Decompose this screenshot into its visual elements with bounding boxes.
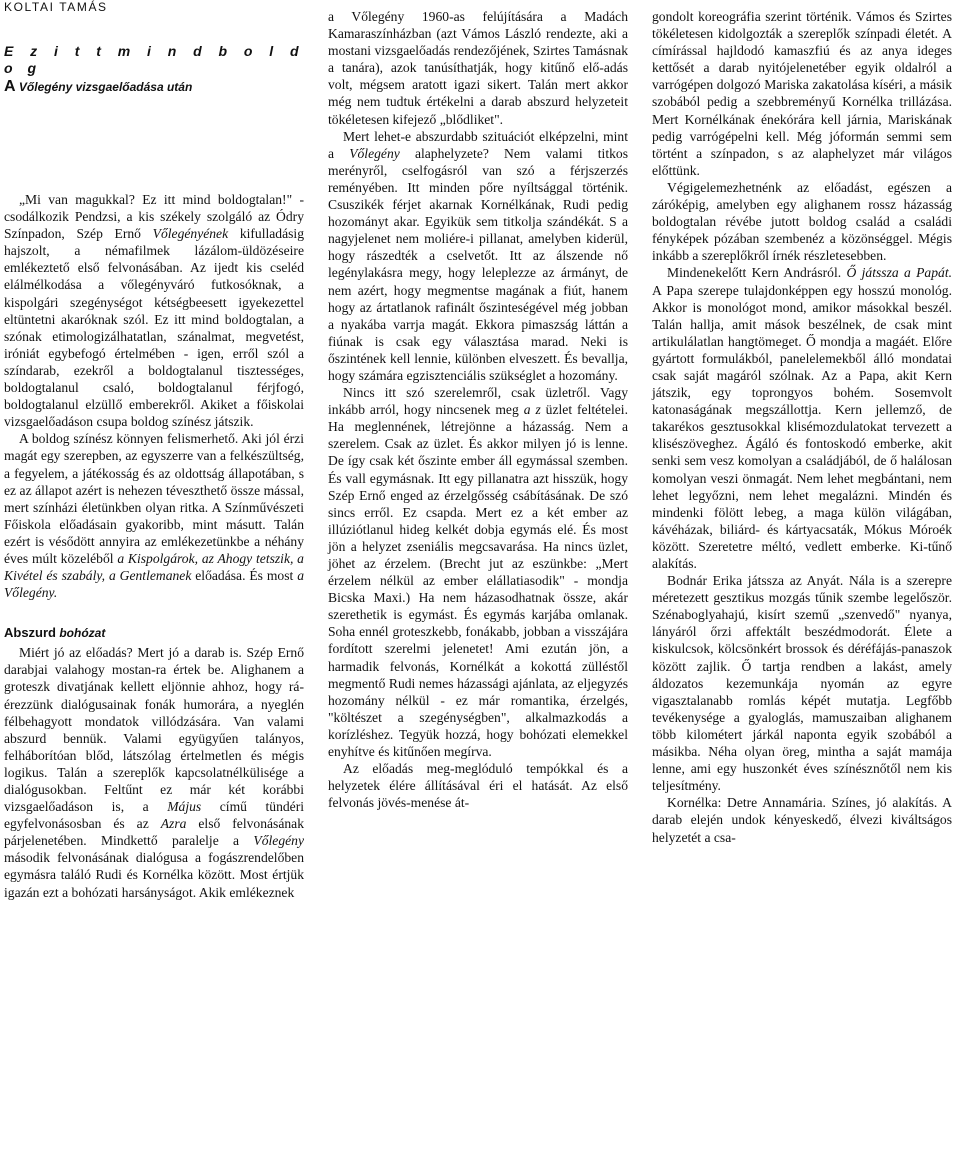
text-run: második felvonásának dialógusa a fogászrendelőben egymásra találó Rudi és Kornélka között. Most értjük igazán ezt a bohózati harsányságot. Akik emlékeznek bbox=[4, 850, 304, 900]
column-3 bbox=[652, 8, 952, 846]
text-run: Mindenekelőtt Kern Andrásról. bbox=[667, 265, 847, 281]
text-run-italic: a Vőlegény. bbox=[4, 568, 304, 601]
paragraph bbox=[4, 191, 304, 430]
text-run: című tündéri egyfelvonásosban és az bbox=[4, 799, 305, 832]
paragraph bbox=[652, 572, 952, 794]
text-run: Bodnár Erika játssza az Anyát. Nála is a szerepre méretezett gesztikus mozgás tűnik szembe legelőször. Szénaboglyahajú, kisírt szemű „szenvedő" nyanya, lányáról őrzi affektált beszédmodorát. Élete a kiskulcsok, kölcsönkért brossok és déréfájás-panaszok között zajlik. Ő tartja rendben a lakást, amely áldozatos kezemunkája nyomán az egyre vigasztalanabb romlás képét mutatja. Legfőbb tevékenysége a gyaloglás, mamuszaiban alighanem több kilométert járkál naponta egyik szobából a másikba. Néha olyan öreg, mintha a saját mamája lenne, ami egy huszonkét éves színésznőtől nem kis teljesítmény. bbox=[652, 573, 952, 794]
text-run-italic: Ő játssza a Papát. bbox=[846, 265, 952, 281]
column-1 bbox=[4, 0, 304, 901]
text-run: alaphelyzete? Nem valami titkos merényről, cselfogásról van szó a férjszerzés reményében. Itt minden pőre nyíltsággal történik. Csuszikék férjet akarnak Kornélkának, Rudi pedig hozományt akar. Egyikük sem titkolja szándékát. S a nagyjelenet nem moliére-i pillanat, amelyben kiderül, hogy rászedték a cselvetőt. Itt az álszende nő legénylakásra megy, hogy leleplezze az ármányt, de nem azért, hogy megmentse magának a fiút, hanem hogy az ártatlanok rafinált őszinteségével még jobban a nyakába varrja magát. Ekkora pimaszság láttán a fiúnak is csak egy választása marad. Neki is őszintének kell lennie, különben elveszett. És bevallja, hogy számára egzisztenciális szükséglet a hozomány. bbox=[328, 145, 628, 383]
text-run: kifulladásig hajszolt, a némafilmek lázálom-üldözéseire emlékeztető első felvonásában. Az ijedt kis cseléd elálmélkodása a vőlegényváró futkosóknak, a kispolgári szegénységot kétségbeesett igyekezettel eltüntetni akaróknak szól. Ez itt mind boldogtalan, a szónak etimologizálhatatlan, szánalmat, megvetést, iróniát egybefogó értelmében - igen, erről szól a színdarab, ezekről a boldogtalanul tisztességes, boldogtalanul csaló, boldogtalanul férjfogó, boldogtalanul elzüllő emberekről. Akiket a főiskolai vizsgaelőadáson csupa boldog színész játszik. bbox=[4, 226, 304, 430]
paragraph bbox=[328, 128, 628, 384]
paragraph bbox=[4, 430, 304, 601]
paragraph bbox=[652, 179, 952, 264]
paragraph bbox=[328, 8, 628, 128]
paragraph bbox=[4, 644, 304, 900]
text-run-italic: Vőlegény bbox=[349, 145, 400, 161]
paragraph bbox=[328, 760, 628, 811]
text-run: A Papa szerepe tulajdonképpen egy hosszú monológ. Akkor is monológot mond, amikor másokkal beszél. Talán hallja, amit mások beszélnek, de csak mint artikulálatlan hangtömeget. Ő mondja a magáét. Előre gyártott formulákból, panelelemekből álló mondatai csak saját magáról szólnak. Az a Papa, akit Kern játszik, egy toprongyos bohém. Sosemvolt katonaságának megszállottja. Kern jellemző, de takarékos gesztusokkal klisémozdulatokat tervezett a klisészöveghez. Ágáló és fontoskodó emberke, akit senki sem vesz komolyan a családjából, de ő halálosan komolyan veszi önmagát. Nem lehet megbántani, nem lehet legyőzni, nem lehet megalázni. Mindén és mindenki fölött lebeg, a maga külön világában, kávéházak, biliárd- és kártyacsaták, Mókus Móroék között. Szeretetre méltó, vedlett emberke. Ki-tűnő alakítás. bbox=[652, 282, 952, 571]
text-run: Végigelemezhetnénk az előadást, egészen a záróképig, amelyben egy alighanem rossz házasság boldogtalan révébe jutott boldog család a családi fényképek pózában szembenéz a közönséggel. Mégis inkább a szereplőkről írnék részletesebben. bbox=[652, 179, 952, 264]
subtitle-text: Vőlegény vizsgaelőadása után bbox=[15, 80, 193, 94]
section-heading bbox=[4, 625, 304, 641]
subtitle-initial: A bbox=[4, 78, 16, 95]
text-run: Miért jó az előadás? Mert jó a darab is. Szép Ernő darabjai valahogy mostan-ra értek be. Alighanem a groteszk divatjának kellett eljönnie ahhoz, hogy rá-érezzünk dialógusainak fonák humorára, a nyeglén félbehagyott mondatok villódzására. Van valami abszurd bennük. Valami együgyűen talányos, felháborítóan blőd, látszólag értelmetlen és mégis logikus. Talán a szereplők kapcsolatnélkülisége a dialógusokban. Feltűnt ez már két korábbi vizsgaelőadáson is, a bbox=[4, 645, 304, 815]
paragraph bbox=[652, 264, 952, 572]
text-run: első felvonásának párjelenetében. Mindkettő paralelje a bbox=[4, 816, 304, 849]
text-run-italic: Azra bbox=[160, 816, 187, 832]
text-run: Nincs itt szó szerelemről, csak üzletről. Vagy inkább arról, hogy nincsenek meg bbox=[328, 385, 628, 418]
text-run-italic: a Kispolgárok, az Ahogy tetszik, a Kivétel és szabály, a Gentlemanek bbox=[4, 550, 304, 584]
text-run: üzlet feltételei. Ha meglennének, létrejönne a házasság. Nem a szerelem. Csak az üzlet. És akkor milyen jó is lenne. De így csak két őszinte ember áll egymással szemben. És vall egymásnak. Itt egy pillanatra azt hisszük, hogy Szép Ernő enged az érzelgősség csábításának. De szó sincs erről. Ez csapda. Mert ez a két ember az illúziótlanul hideg kelkét dobja egymás elé. És most jön a helyzet zseniális megcsavarása. Ha nincs üzlet, jöhet az érzelem. (Brecht jut az eszünkbe: „Mert érzelem nélkül az ember elállatiasodik" - mondja Bicska Maxi.) Ha nem házasodhatnak össze, akár szerethetik is egymást. És egymás karjába omlanak. Soha ennél groteszkebb, fonákabb, jobban a visszájára fordított szerelmi jelenetet! Ami ezután jön, a harmadik felvonás, Kornélkát a kokottá zülléstől megmentő Rudi nemes házassági ajánlata, az eljegyzés hozomány nélkül - ez már romantika, érzelgés, "költészet a szegénységben", alkalmazkodás a korízléshez. Tegyük hozzá, hogy bohózati elemekkel enyhítve és kitűnően megírva. bbox=[328, 402, 628, 760]
text-run-italic: a z bbox=[523, 402, 541, 418]
article-subtitle bbox=[4, 79, 304, 95]
text-run: Mert lehet-e abszurdabb szituációt elképzelni, mint a bbox=[328, 128, 628, 161]
text-run: „Mi van magukkal? Ez itt mind boldogtalan!" - csodálkozik Pendzsi, a kis székely szolgáló az Ódry Színpadon, Szép Ernő bbox=[4, 192, 304, 242]
article-title: E z i t t m i n d b o l d o g bbox=[4, 43, 304, 76]
text-run: gondolt koreográfia szerint történik. Vámos és Szirtes tökéletesen kidolgozták a szereplők színpadi életét. A címírással hajldodó kamaszfiú és az anya ideges kettősét a darab nyitójelenetéber egyik oldalról a varrógépen dolgozó Mariska zakatolása kíséri, a másik szobából pedig a szebbreményű Kornélka trillázása. Mert Kornélkának énekórára kell járnia, Mariskának pedig varrógépelni kell. Még jóformán semmi sem történt a színpadon, s az alaphelyzet már világos előttünk. bbox=[652, 9, 952, 178]
text-run-italic: Vőlegényének bbox=[152, 226, 229, 242]
paragraph bbox=[652, 794, 952, 845]
text-run: előadása. És most bbox=[191, 568, 298, 584]
section-heading-main: Abszurd bbox=[4, 625, 56, 641]
text-run-italic: Május bbox=[167, 799, 202, 815]
paragraph bbox=[328, 384, 628, 760]
header-spacer bbox=[4, 95, 304, 191]
column-2 bbox=[328, 8, 628, 811]
text-run: Az előadás meg-meglóduló tempókkal és a helyzetek élére állításával éri el hatását. Az első felvonás jövés-menése át- bbox=[328, 761, 628, 811]
section-heading-rest: bohózat bbox=[56, 626, 106, 641]
text-run: Kornélka: Detre Annamária. Színes, jó alakítás. A darab elején undok kényeskedő, élvezi kiváltságos helyzetét a csa- bbox=[652, 795, 952, 845]
paragraph bbox=[652, 8, 952, 179]
text-run: a Vőlegény 1960-as felújítására a Madách Kamaraszínházban (azt Vámos László rendezte, aki a mostani vizsgaelőadás rendezőjének, Szirtes Tamásnak a tanára), azok tanúsíthatják, hogy kitűnő elő-adás volt, mégsem aratott igazi sikert. Talán mert akkor még nem tudtuk értékelni a darab abszurd helyzeteit tökéletesen kifejező „blődliket". bbox=[328, 9, 628, 127]
author-name: KOLTAI TAMÁS bbox=[4, 0, 108, 14]
text-run-italic: Vőlegény bbox=[253, 833, 304, 849]
text-run: A boldog színész könnyen felismerhető. Aki jól érzi magát egy szerepben, az egyszerre van a felkészültség, a fegyelem, a játékosság és az oldottság állapotában, s ez az állapot azért is nehezen téveszthető össze mással, mert színházi életünkben olyan ritka. A Színművészeti Főiskola előadásain gyakoribb, mint másutt. Talán ezért is vésődött annyira az emlékezetünkbe a néhány éves múlt közeléből bbox=[4, 431, 304, 566]
